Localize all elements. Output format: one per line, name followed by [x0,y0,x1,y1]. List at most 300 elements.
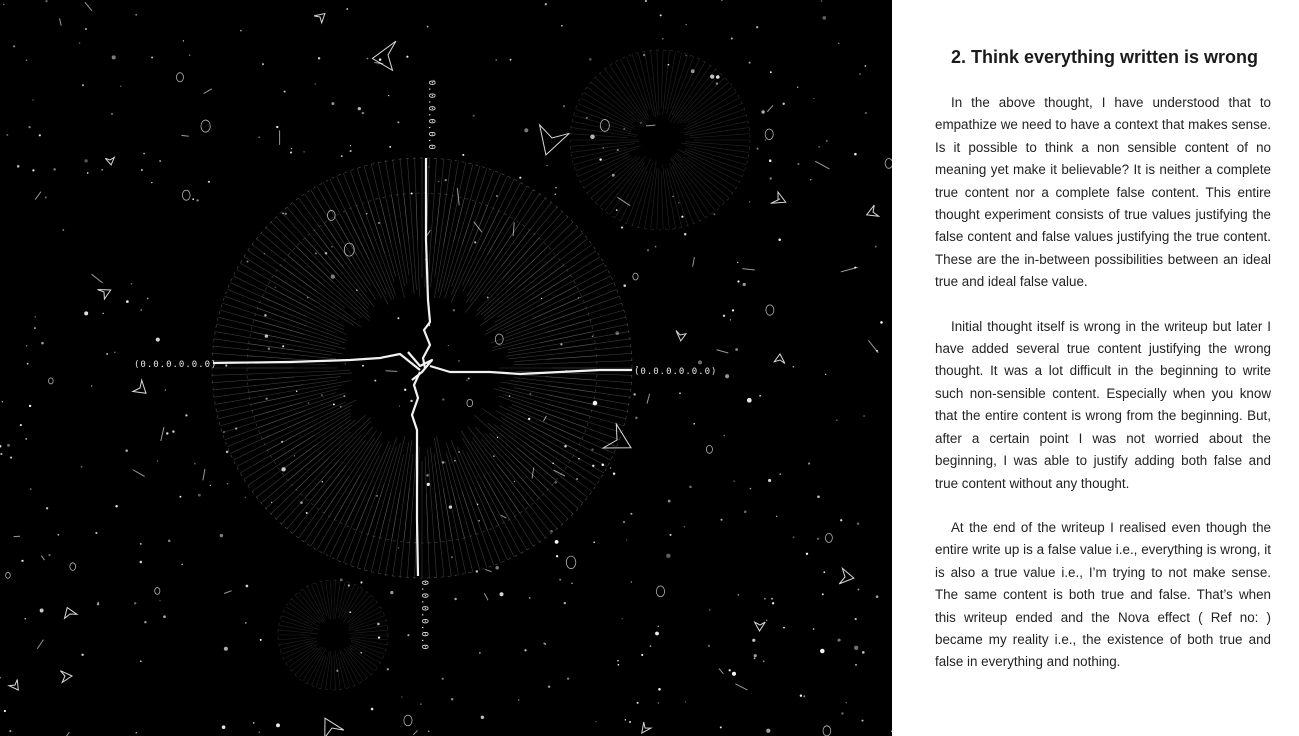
star-dot [820,649,825,654]
star-dot [53,168,56,171]
star-dot [247,261,249,263]
star-dot [737,280,739,282]
star-dot [621,227,623,229]
star-dot [131,283,133,285]
star-dot [635,417,637,419]
star-dot [567,677,569,679]
star-dot [591,448,593,450]
star-dot [810,179,811,180]
star-dot [797,163,799,165]
star-dot [855,618,857,620]
star-dot [647,249,649,251]
star-dot [550,530,552,532]
star-dot [262,63,264,65]
axis-label-right: (0.0.0.0.0.0) [634,367,718,377]
star-dot [20,424,22,426]
star-dot [428,731,430,733]
star-dot [571,583,573,585]
star-dot [264,314,267,317]
star-dot [655,632,659,636]
star-dot [518,699,519,700]
star-dot [448,345,449,346]
star-dot [720,519,722,521]
axis-label-bottom: 0.0.0.0.0.0 [419,580,429,651]
star-dot [623,284,626,287]
star-dot [766,729,770,733]
star-dot [294,455,295,456]
star-dot [854,153,857,156]
star-dot [79,42,80,43]
star-dot [731,38,733,40]
star-dot [556,555,558,557]
star-dot [589,58,592,61]
star-dot [346,8,348,10]
star-dot [563,105,565,107]
star-dot [763,660,765,662]
star-dot [765,139,766,140]
star-dot [404,389,406,391]
star-dot [136,732,138,734]
star-dot [87,172,89,174]
star-dot [45,197,47,199]
star-dot [453,309,455,311]
star-dot [265,398,267,400]
star-dot [637,702,639,704]
star-dot [806,553,808,555]
star-dot [91,385,92,386]
star-dot [761,110,764,113]
star-dot [397,317,399,319]
star-dot [766,620,767,621]
star-dot [315,253,317,255]
star-dot [81,466,83,468]
star-dot [813,628,815,630]
star-dot [749,201,750,202]
star-dot [559,579,561,581]
star-dot [618,664,620,666]
star-dot [625,719,626,720]
star-dot [181,564,182,565]
star-dot [730,319,731,320]
star-dot [28,126,30,128]
star-dot [303,151,304,152]
star-dot [350,145,351,146]
star-dot [660,14,662,16]
star-dot [684,526,685,527]
star-dot [749,62,751,64]
star-dot [545,3,547,5]
star-dot [331,246,333,248]
star-dot [240,30,242,32]
star-dot [723,315,725,317]
star-dot [46,507,48,509]
star-dot [724,435,725,436]
star-dot [778,198,780,200]
star-dot [733,480,734,481]
star-dot [165,389,166,390]
star-dot [759,395,761,397]
star-dot [865,112,867,114]
star-dot [27,363,29,365]
star-dot [495,59,497,61]
star-dot [407,634,409,636]
star-dot [650,645,652,647]
star-dot [478,520,480,522]
star-dot [658,702,659,703]
star-dot [151,182,152,183]
star-dot [227,483,229,485]
star-dot [750,488,752,490]
star-dot [140,543,142,545]
star-dot [95,532,97,534]
star-dot [793,366,795,368]
star-dot [32,169,34,171]
star-dot [226,451,229,454]
star-dot [390,591,393,594]
star-dot [343,395,345,397]
star-dot [685,24,686,25]
star-dot [493,455,495,457]
star-dot [141,169,143,171]
star-dot [793,536,795,538]
star-dot [331,102,334,105]
star-dot [345,363,346,364]
star-dot [524,649,526,651]
star-dot [662,38,664,40]
star-dot [770,71,772,73]
star-dot [669,534,671,536]
star-dot [519,177,521,179]
star-dot [26,60,27,61]
star-dot [764,598,766,600]
star-dot [495,566,499,570]
star-dot [836,419,837,420]
star-dot [210,485,211,486]
star-dot [876,595,879,598]
section-title: 2. Think everything written is wrong [951,47,1259,67]
star-dot [322,481,324,483]
star-dot [524,128,528,132]
star-dot [738,594,740,596]
star-dot [822,593,824,595]
star-dot [846,702,847,703]
star-dot [9,730,11,732]
star-dot [84,159,87,162]
star-dot [817,496,820,499]
star-dot [546,165,548,167]
star-dot [253,722,255,724]
star-dot [82,84,84,86]
star-dot [103,313,104,314]
star-dot [41,342,44,345]
star-dot [599,158,601,160]
star-dot [426,474,429,477]
star-dot [111,113,113,115]
star-dot [62,229,64,231]
star-dot [561,25,563,27]
star-dot [768,479,771,482]
star-dot [125,449,128,452]
star-dot [341,155,343,157]
star-dot [689,486,692,489]
star-dot [85,28,87,30]
star-dot [838,43,839,44]
star-dot [114,352,115,353]
star-dot [826,140,828,142]
star-dot [681,216,683,218]
star-dot [754,654,757,657]
star-dot [26,345,27,346]
star-dot [358,107,361,110]
star-dot [183,40,184,41]
star-dot [367,58,369,60]
star-dot [362,112,365,115]
star-dot [321,394,323,396]
star-dot [592,335,594,337]
star-dot [629,721,631,723]
star-dot [743,283,746,286]
star-dot [29,405,31,407]
star-dot [473,115,475,117]
star-dot [554,481,557,484]
star-dot [554,193,556,195]
star-dot [658,688,661,691]
star-dot [514,481,515,482]
star-dot [2,401,3,402]
star-dot [245,622,247,624]
star-dot [451,556,453,558]
star-dot [616,209,618,211]
paragraph: Initial thought itself is wrong in the writeup but later I have added several true content justifying the wrong thought. It was a lot difficult in the beginning to write such non-sensible content. Especially when you know that the entire content is wrong from the beginning. But, after a certain point I was not worried about the beginning, I was able to justify adding both false and true content without any thought. [935,318,1271,491]
star-dot [725,374,729,378]
star-dot [101,169,103,171]
star-dot [823,16,827,20]
star-dot [134,602,136,604]
star-dot [427,483,430,486]
star-dot [106,353,108,355]
star-dot [779,473,781,475]
star-dot [778,239,781,242]
star-dot [756,26,758,28]
star-dot [258,137,259,138]
star-dot [260,639,262,641]
star-dot [6,134,8,136]
star-dot [147,298,149,300]
star-dot [862,651,865,654]
star-dot [458,360,459,361]
star-dot [225,364,227,366]
star-dot [115,505,117,507]
star-dot [771,598,773,600]
star-dot [259,732,260,733]
star-dot [276,723,280,727]
star-dot [617,660,619,662]
star-dot [623,521,625,523]
star-dot [296,391,298,393]
star-dot [377,623,380,626]
star-dot [151,56,153,58]
star-dot [776,516,777,517]
star-dot [813,98,814,99]
star-dot [371,708,374,711]
star-dot [630,513,632,515]
star-dot [564,602,566,604]
star-dot [245,497,246,498]
star-dot [529,597,530,598]
star-dot [841,712,843,714]
star-dot [135,14,137,16]
star-dot [545,643,546,644]
star-dot [398,547,400,549]
star-dot [143,153,145,155]
star-dot [752,639,755,642]
star-dot [3,4,4,5]
star-dot [224,647,228,651]
star-dot [865,65,867,67]
star-dot [349,150,351,152]
star-dot [709,609,711,611]
star-dot [684,233,686,235]
star-dot [708,645,710,647]
star-dot [198,494,201,497]
star-dot [466,380,467,381]
star-dot [0,453,2,455]
star-dot [474,241,476,243]
star-dot [189,54,190,55]
star-dot [747,398,752,403]
star-dot [397,121,399,123]
star-dot [487,297,489,299]
star-dot [732,672,736,676]
star-dot [331,275,335,279]
star-dot [7,444,10,447]
star-dot [496,195,498,197]
star-dot [314,83,316,85]
star-dot [613,473,615,475]
star-dot [84,311,88,315]
star-dot [576,478,578,480]
star-dot [192,198,194,200]
star-dot [857,523,859,525]
star-dot [442,678,444,680]
star-dot [387,668,389,670]
star-dot [401,696,402,697]
article-panel [892,0,1299,736]
star-dot [479,652,481,654]
star-dot [275,287,276,288]
star-dot [32,99,33,100]
star-dot [140,309,142,311]
star-dot [399,405,400,406]
star-dot [808,463,810,465]
star-dot [196,199,198,201]
star-dot [442,398,444,400]
star-dot [208,181,210,183]
star-dot [420,703,422,705]
star-dot [97,602,99,604]
star-dot [268,348,270,350]
star-dot [376,495,378,497]
star-dot [732,309,734,311]
star-dot [276,126,278,128]
star-dot [555,187,557,189]
star-dot [783,627,785,629]
star-dot [769,159,772,162]
star-dot [685,701,686,702]
star-dot [783,103,785,105]
star-dot [595,721,596,722]
star-dot [757,148,759,150]
star-dot [713,213,715,215]
star-dot [858,589,860,591]
star-dot [610,467,612,469]
star-dot [157,460,158,461]
star-dot [678,202,680,204]
star-dot [500,592,504,596]
star-dot [823,571,825,573]
star-dot [172,430,174,432]
star-dot [633,393,635,395]
star-dot [39,134,41,136]
star-dot [410,400,412,402]
star-dot [333,403,335,405]
star-dot [168,540,171,543]
star-dot [880,321,883,324]
axis-label-left: (0.0.0.0.0.0) [134,360,218,370]
star-dot [626,539,627,540]
star-dot [25,438,27,440]
star-dot [451,698,454,701]
star-dot [861,720,863,722]
star-dot [156,338,160,342]
star-dot [821,0,823,2]
star-dot [445,179,447,181]
star-dot [360,581,362,583]
star-dot [818,146,819,147]
star-dot [548,685,550,687]
star-dot [389,146,391,148]
star-dot [859,73,861,75]
star-dot [797,87,798,88]
star-dot [838,639,841,642]
star-dot [729,669,731,671]
star-dot [126,300,129,303]
star-dot [854,646,858,650]
star-dot [10,457,12,459]
star-dot [285,213,287,215]
star-dot [379,58,382,61]
star-dot [803,695,805,697]
star-dot [307,402,309,404]
star-dot [737,262,739,264]
star-dot [163,615,166,618]
star-dot [140,561,143,564]
star-dot [362,365,364,367]
star-dot [144,621,146,623]
star-dot [744,511,747,514]
star-dot [772,602,774,604]
star-dot [48,554,50,556]
star-dot [666,554,670,558]
star-dot [593,541,595,543]
star-dot [13,45,15,47]
star-dot [185,414,187,416]
star-dot [378,222,380,224]
star-dot [462,154,464,156]
star-dot [481,716,484,719]
star-dot [770,177,772,179]
star-dot [622,618,623,619]
